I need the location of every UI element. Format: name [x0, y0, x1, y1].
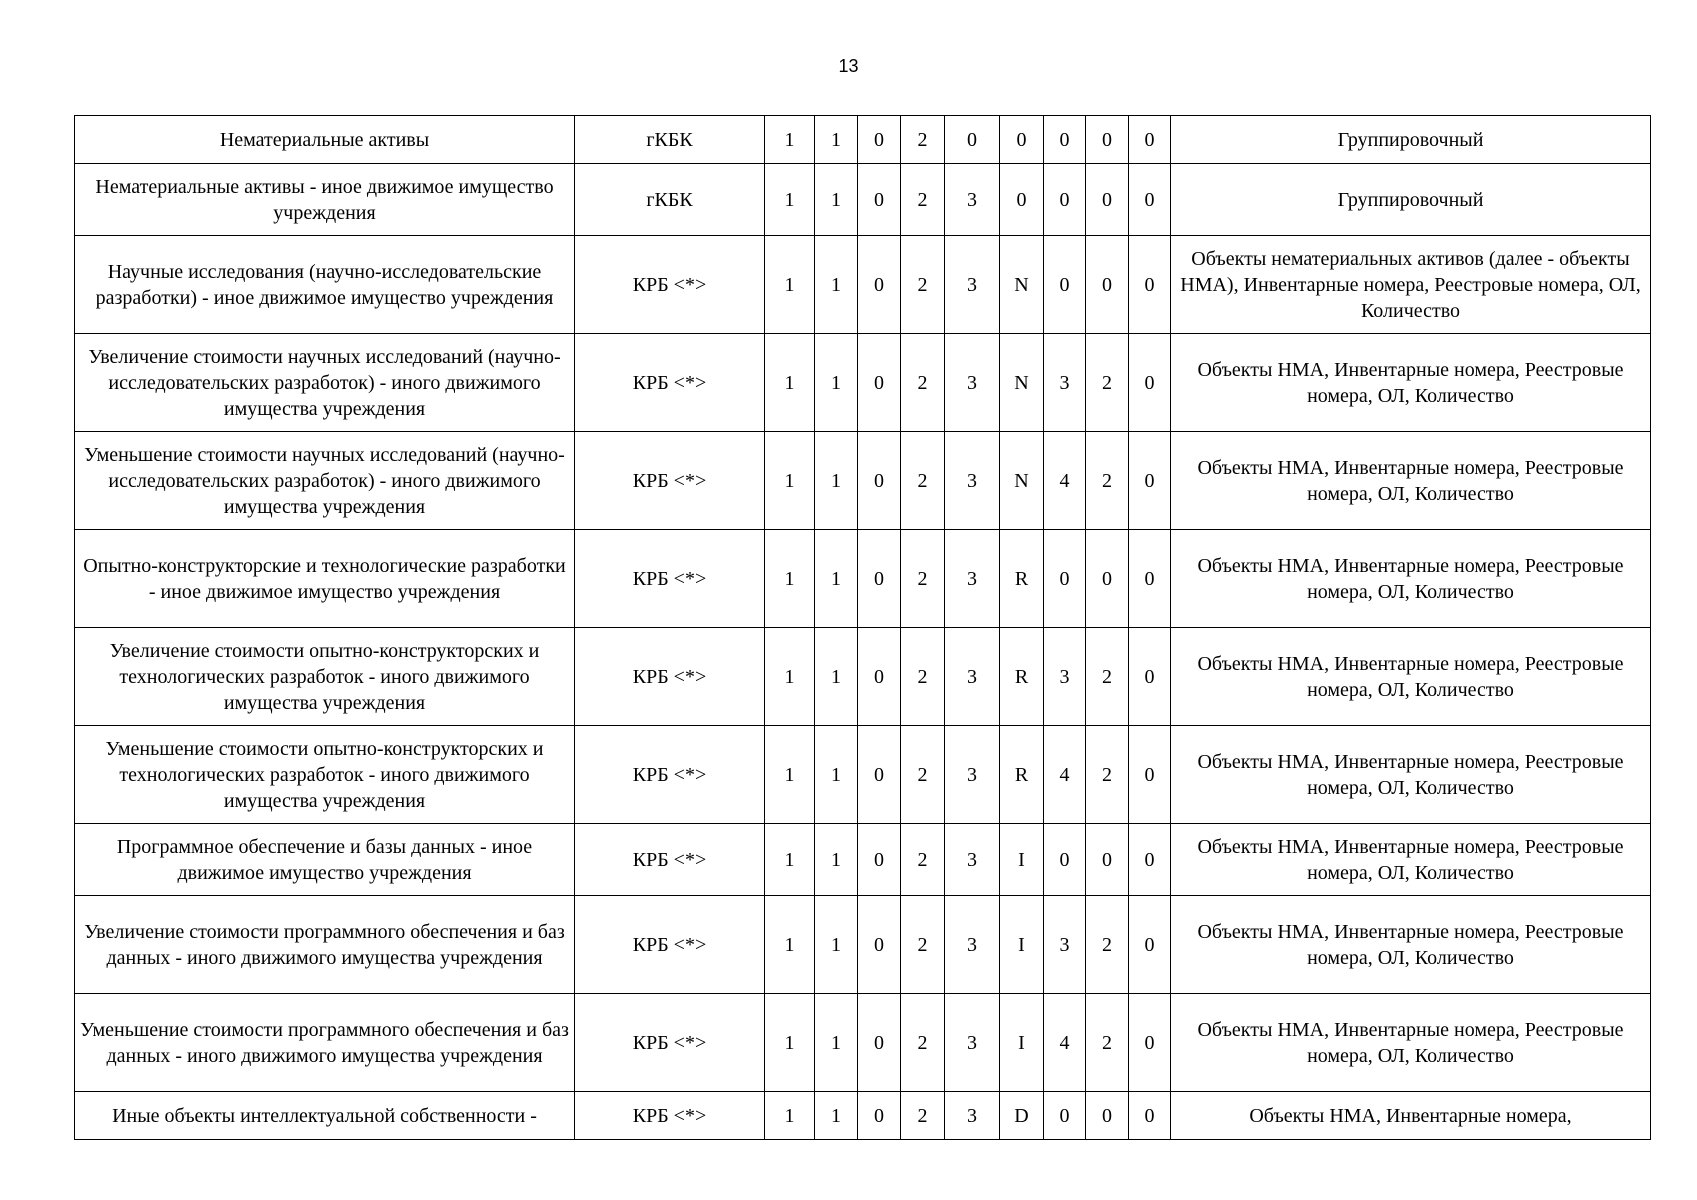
account-code-digit-cell: 2	[901, 824, 945, 896]
account-code-digit-cell: 2	[901, 530, 945, 628]
table-row	[75, 236, 1651, 334]
account-code-digit-cell: 0	[1129, 164, 1171, 236]
account-code-digit-cell: 3	[1044, 628, 1086, 726]
account-code-digit-cell: R	[1000, 530, 1044, 628]
account-code-digit-cell: I	[1000, 824, 1044, 896]
account-code-digit-cell: 1	[815, 116, 858, 164]
table-row	[75, 824, 1651, 896]
account-code-digit-cell: 0	[858, 1092, 901, 1140]
account-type-cell: гКБК	[575, 164, 765, 236]
table-row	[75, 530, 1651, 628]
table-row	[75, 164, 1651, 236]
account-code-digit-cell: 0	[1129, 116, 1171, 164]
account-code-digit-cell: 1	[765, 334, 815, 432]
account-type-cell: КРБ <*>	[575, 824, 765, 896]
account-code-digit-cell: 0	[858, 896, 901, 994]
account-code-digit-cell: 0	[1129, 432, 1171, 530]
account-code-digit-cell: 1	[765, 432, 815, 530]
account-code-digit-cell: 2	[1086, 432, 1129, 530]
account-name-cell: Нематериальные активы - иное движимое имущество учреждения	[75, 164, 575, 236]
account-code-digit-cell: 2	[901, 164, 945, 236]
account-code-digit-cell: 1	[815, 726, 858, 824]
account-code-digit-cell: 0	[858, 432, 901, 530]
account-code-digit-cell: 2	[901, 236, 945, 334]
account-type-cell: КРБ <*>	[575, 334, 765, 432]
account-code-digit-cell: 0	[858, 994, 901, 1092]
table-row	[75, 334, 1651, 432]
analytics-cell: Объекты НМА, Инвентарные номера, Реестровые номера, ОЛ, Количество	[1171, 824, 1651, 896]
account-code-digit-cell: 0	[1086, 1092, 1129, 1140]
account-code-digit-cell: 0	[1044, 824, 1086, 896]
account-code-digit-cell: I	[1000, 896, 1044, 994]
analytics-cell: Группировочный	[1171, 116, 1651, 164]
account-code-digit-cell: 0	[1044, 116, 1086, 164]
account-code-digit-cell: 0	[1000, 116, 1044, 164]
account-code-digit-cell: 3	[945, 530, 1000, 628]
analytics-cell: Объекты НМА, Инвентарные номера,	[1171, 1092, 1651, 1140]
account-code-digit-cell: 4	[1044, 994, 1086, 1092]
account-code-digit-cell: R	[1000, 628, 1044, 726]
account-code-digit-cell: 4	[1044, 432, 1086, 530]
account-code-digit-cell: 0	[858, 164, 901, 236]
account-code-digit-cell: 2	[1086, 726, 1129, 824]
account-code-digit-cell: 0	[1129, 896, 1171, 994]
analytics-cell: Объекты НМА, Инвентарные номера, Реестровые номера, ОЛ, Количество	[1171, 334, 1651, 432]
account-type-cell: КРБ <*>	[575, 628, 765, 726]
account-code-digit-cell: 2	[1086, 896, 1129, 994]
account-code-digit-cell: 0	[1044, 236, 1086, 334]
account-name-cell: Уменьшение стоимости научных исследований (научно-исследовательских разработок) - иного движимого имущества учреждения	[75, 432, 575, 530]
account-code-digit-cell: 1	[815, 994, 858, 1092]
account-code-digit-cell: 3	[945, 824, 1000, 896]
account-name-cell: Научные исследования (научно-исследовательские разработки) - иное движимое имущество учреждения	[75, 236, 575, 334]
account-code-digit-cell: 1	[815, 334, 858, 432]
account-code-digit-cell: 3	[945, 164, 1000, 236]
account-code-digit-cell: 0	[1129, 824, 1171, 896]
page-number: 13	[838, 56, 859, 76]
table-row	[75, 994, 1651, 1092]
account-code-digit-cell: 1	[815, 824, 858, 896]
account-code-digit-cell: 0	[1129, 334, 1171, 432]
account-code-digit-cell: 3	[1044, 334, 1086, 432]
account-type-cell: КРБ <*>	[575, 896, 765, 994]
account-code-digit-cell: N	[1000, 334, 1044, 432]
account-name-cell: Иные объекты интеллектуальной собственности -	[75, 1092, 575, 1140]
account-code-digit-cell: 2	[1086, 628, 1129, 726]
account-code-digit-cell: 1	[815, 896, 858, 994]
table-row	[75, 628, 1651, 726]
account-code-digit-cell: 1	[765, 1092, 815, 1140]
account-code-digit-cell: 1	[765, 530, 815, 628]
account-code-digit-cell: 4	[1044, 726, 1086, 824]
account-code-digit-cell: 1	[765, 164, 815, 236]
account-code-digit-cell: 0	[1129, 236, 1171, 334]
account-code-digit-cell: 0	[1129, 628, 1171, 726]
account-code-digit-cell: 1	[815, 164, 858, 236]
account-code-digit-cell: 2	[901, 334, 945, 432]
account-code-digit-cell: 1	[815, 432, 858, 530]
account-code-digit-cell: 0	[1044, 164, 1086, 236]
account-code-digit-cell: 0	[1129, 726, 1171, 824]
analytics-cell: Объекты НМА, Инвентарные номера, Реестровые номера, ОЛ, Количество	[1171, 628, 1651, 726]
account-name-cell: Увеличение стоимости программного обеспечения и баз данных - иного движимого имущества учреждения	[75, 896, 575, 994]
analytics-cell: Объекты НМА, Инвентарные номера, Реестровые номера, ОЛ, Количество	[1171, 994, 1651, 1092]
account-type-cell: КРБ <*>	[575, 432, 765, 530]
account-code-digit-cell: 0	[1044, 530, 1086, 628]
accounts-table	[74, 115, 1651, 1140]
account-code-digit-cell: 3	[945, 726, 1000, 824]
account-type-cell: КРБ <*>	[575, 726, 765, 824]
account-code-digit-cell: 0	[858, 236, 901, 334]
account-code-digit-cell: D	[1000, 1092, 1044, 1140]
account-code-digit-cell: 2	[1086, 994, 1129, 1092]
account-code-digit-cell: 2	[901, 1092, 945, 1140]
account-name-cell: Уменьшение стоимости опытно-конструкторских и технологических разработок - иного движимого имущества учреждения	[75, 726, 575, 824]
table-row	[75, 432, 1651, 530]
account-code-digit-cell: 0	[1086, 116, 1129, 164]
account-code-digit-cell: 0	[1086, 824, 1129, 896]
table-row	[75, 726, 1651, 824]
account-code-digit-cell: 0	[1129, 1092, 1171, 1140]
account-name-cell: Увеличение стоимости научных исследований (научно-исследовательских разработок) - иного движимого имущества учреждения	[75, 334, 575, 432]
table-row	[75, 116, 1651, 164]
account-code-digit-cell: 0	[1086, 530, 1129, 628]
account-code-digit-cell: 2	[901, 726, 945, 824]
account-type-cell: КРБ <*>	[575, 994, 765, 1092]
account-code-digit-cell: 1	[765, 628, 815, 726]
account-code-digit-cell: 1	[815, 1092, 858, 1140]
account-code-digit-cell: R	[1000, 726, 1044, 824]
account-code-digit-cell: 3	[945, 334, 1000, 432]
account-type-cell: КРБ <*>	[575, 236, 765, 334]
account-code-digit-cell: 2	[901, 116, 945, 164]
account-code-digit-cell: 1	[765, 236, 815, 334]
account-code-digit-cell: 1	[815, 236, 858, 334]
account-code-digit-cell: 0	[945, 116, 1000, 164]
account-type-cell: КРБ <*>	[575, 530, 765, 628]
account-code-digit-cell: 3	[945, 236, 1000, 334]
analytics-cell: Объекты НМА, Инвентарные номера, Реестровые номера, ОЛ, Количество	[1171, 726, 1651, 824]
account-code-digit-cell: 0	[858, 334, 901, 432]
account-code-digit-cell: 1	[815, 530, 858, 628]
account-code-digit-cell: 3	[945, 896, 1000, 994]
analytics-cell: Группировочный	[1171, 164, 1651, 236]
account-code-digit-cell: 0	[1086, 164, 1129, 236]
account-code-digit-cell: 0	[858, 824, 901, 896]
account-name-cell: Нематериальные активы	[75, 116, 575, 164]
account-code-digit-cell: 0	[1044, 1092, 1086, 1140]
account-name-cell: Увеличение стоимости опытно-конструкторских и технологических разработок - иного движимого имущества учреждения	[75, 628, 575, 726]
analytics-cell: Объекты нематериальных активов (далее - объекты НМА), Инвентарные номера, Реестровые номера, ОЛ, Количество	[1171, 236, 1651, 334]
account-code-digit-cell: 1	[815, 628, 858, 726]
account-code-digit-cell: 0	[858, 530, 901, 628]
account-code-digit-cell: 0	[858, 726, 901, 824]
account-name-cell: Опытно-конструкторские и технологические разработки - иное движимое имущество учреждения	[75, 530, 575, 628]
account-type-cell: гКБК	[575, 116, 765, 164]
account-code-digit-cell: 1	[765, 116, 815, 164]
account-code-digit-cell: 3	[1044, 896, 1086, 994]
table-row	[75, 1092, 1651, 1140]
account-code-digit-cell: N	[1000, 432, 1044, 530]
account-code-digit-cell: 2	[901, 896, 945, 994]
account-code-digit-cell: 0	[1129, 994, 1171, 1092]
account-code-digit-cell: 0	[858, 116, 901, 164]
account-code-digit-cell: 3	[945, 994, 1000, 1092]
analytics-cell: Объекты НМА, Инвентарные номера, Реестровые номера, ОЛ, Количество	[1171, 432, 1651, 530]
account-code-digit-cell: 1	[765, 726, 815, 824]
analytics-cell: Объекты НМА, Инвентарные номера, Реестровые номера, ОЛ, Количество	[1171, 896, 1651, 994]
account-code-digit-cell: 0	[1129, 530, 1171, 628]
account-code-digit-cell: 1	[765, 896, 815, 994]
account-code-digit-cell: 3	[945, 1092, 1000, 1140]
table-row	[75, 896, 1651, 994]
analytics-cell: Объекты НМА, Инвентарные номера, Реестровые номера, ОЛ, Количество	[1171, 530, 1651, 628]
account-code-digit-cell: 1	[765, 994, 815, 1092]
account-code-digit-cell: 0	[1000, 164, 1044, 236]
account-type-cell: КРБ <*>	[575, 1092, 765, 1140]
account-code-digit-cell: 0	[858, 628, 901, 726]
account-code-digit-cell: 3	[945, 432, 1000, 530]
account-code-digit-cell: N	[1000, 236, 1044, 334]
account-code-digit-cell: 2	[901, 994, 945, 1092]
account-code-digit-cell: 0	[1086, 236, 1129, 334]
account-code-digit-cell: 3	[945, 628, 1000, 726]
account-code-digit-cell: 1	[765, 824, 815, 896]
account-code-digit-cell: I	[1000, 994, 1044, 1092]
accounts-table-body	[75, 116, 1651, 1140]
account-code-digit-cell: 2	[901, 628, 945, 726]
account-name-cell: Уменьшение стоимости программного обеспечения и баз данных - иного движимого имущества учреждения	[75, 994, 575, 1092]
account-name-cell: Программное обеспечение и базы данных - иное движимое имущество учреждения	[75, 824, 575, 896]
account-code-digit-cell: 2	[901, 432, 945, 530]
account-code-digit-cell: 2	[1086, 334, 1129, 432]
